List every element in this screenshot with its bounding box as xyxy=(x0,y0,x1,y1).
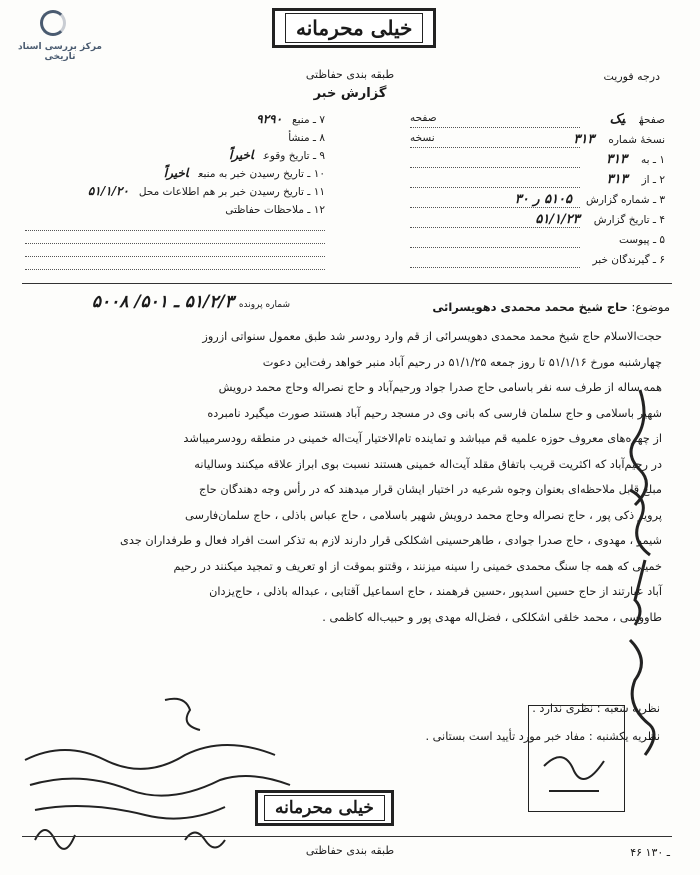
right-field-row xyxy=(410,132,665,147)
classification-label: طبقه بندی حفاظتی xyxy=(305,68,395,81)
right-field-row xyxy=(410,152,665,167)
field-dotted-line xyxy=(410,207,580,208)
body-text-line: شهیر باسلامی و حاج سلمان فارسی که بانی وی در مسجد رحیم آباد هستند صورت میگیرد نامبرده xyxy=(207,406,662,420)
field-dotted-line xyxy=(410,147,580,148)
right-field-row xyxy=(410,112,665,127)
right-field-label: ۶ ـ گیرندگان خبر xyxy=(592,254,665,266)
body-text-line: حجت‌الاسلام حاج شیخ محمد محمدی دهویسرائی از قم وارد رودسر شد طبق معمول سنواتی ازروز xyxy=(202,330,662,343)
bottom-stamp-text: خیلی محرمانه xyxy=(264,795,385,821)
subject-text: حاج شیخ محمد محمدی دهویسرائی xyxy=(432,300,628,314)
left-field-label: ۸ ـ منشأ xyxy=(288,132,325,144)
bottom-confidential-stamp xyxy=(255,790,394,826)
file-number-label: شماره پرونده xyxy=(238,300,290,310)
right-field-extra: نسخه xyxy=(410,132,435,144)
right-field-value: ۳۱۳ xyxy=(573,132,595,147)
right-field-value: ۳۱۳ xyxy=(606,172,628,187)
subject-line: موضوع: حاج شیخ محمد محمدی دهویسرائی xyxy=(432,300,670,314)
right-field-row xyxy=(410,252,665,267)
body-text-line: در رحیم‌آباد که اکثریت قریب باتفاق مقلد آیت‌اله خمینی هستند نسبت بوی ابراز علاقه میکنند وسالیانه xyxy=(194,457,662,471)
right-field-label: ۲ ـ از xyxy=(641,174,665,186)
body-text-line: طاووسی ، محمد خلقی اشکلکی ، فضل‌اله مهدی پور و حبیب‌اله کاظمی . xyxy=(322,610,662,624)
right-field-value: یک xyxy=(609,112,626,127)
right-field-label: صفحهٔ xyxy=(639,114,665,126)
blank-dotted-line xyxy=(25,256,325,257)
body-text-line: مبلغ قابل ملاحظه‌ای بعنوان وجوه شرعیه در اختیار ایشان قرار میدهند که در رأس وجه دهندگان حاج xyxy=(199,483,662,496)
left-field-row xyxy=(25,184,325,198)
right-field-value: ۳۱۳ xyxy=(606,152,628,167)
body-text-line: چهارشنبه مورخ ۵۱/۱/۱۶ تا روز جمعه ۵۱/۱/۲۵ در رحیم آباد منبر خواهد رفت‌این دعوت xyxy=(262,355,662,369)
right-field-row xyxy=(410,192,665,207)
left-field-value: اخیراً xyxy=(163,166,189,180)
right-field-row xyxy=(410,172,665,187)
field-dotted-line xyxy=(410,127,580,128)
field-dotted-line xyxy=(410,167,580,168)
right-field-value: ۵۱/۱/۲۳ xyxy=(535,212,580,227)
body-text-line: همه ساله از طرف سه نفر باسامی حاج صدرا جواد ورحیم‌آباد و حاج نصراله وحاج محمد درویش xyxy=(218,381,662,394)
signature-scribble-icon xyxy=(529,706,624,811)
field-dotted-line xyxy=(410,267,580,268)
left-fields-block xyxy=(25,112,325,282)
right-field-label: ۳ ـ شماره گزارش xyxy=(586,194,665,206)
right-field-row xyxy=(410,232,665,247)
right-field-label: ۴ ـ تاریخ گزارش xyxy=(593,214,665,226)
handwritten-margin-note xyxy=(15,690,305,865)
logo-text: مرکز بررسی اسناد تاریخی xyxy=(18,42,102,62)
right-field-label: ۵ ـ پیوست xyxy=(618,234,665,246)
body-text-line: شیمو ، مهدوی ، حاج صدرا جوادی ، طاهرحسینی اشکلکی قرار دارند لازم به تذکر است افراد فعال و طرفداران جدی xyxy=(120,534,662,547)
right-field-value: ۵۱۰۵ ر ۳۰ xyxy=(514,192,573,207)
footer-line xyxy=(22,836,672,837)
body-text-line: خمینی که همه جا سنگ محمدی خمینی را سینه میزنند ، وقتنو بموقت از او تعریف و تمجید میکنند در رحیم xyxy=(173,559,662,573)
signature-box xyxy=(528,705,625,812)
body-text-line: پرویز ذکی پور ، حاج نصراله وحاج محمد درویش شهیر باسلامی ، حاج عباس باذلی ، حاج سلمان‌فارسی xyxy=(185,508,662,522)
left-field-row xyxy=(25,130,325,144)
subject-label: موضوع xyxy=(635,300,670,314)
right-field-label: نسخهٔ شماره xyxy=(608,134,665,146)
field-dotted-line xyxy=(410,247,580,248)
left-field-label: ۷ ـ منبع xyxy=(292,114,325,126)
archive-logo-icon xyxy=(40,10,66,36)
report-title: گزارش خبر xyxy=(313,86,387,101)
left-field-label: ۹ ـ تاریخ وقوع xyxy=(263,150,325,162)
body-text-line: از چهره‌های معروف حوزه علمیه قم میباشد و تماینده تام‌الاختیار آیت‌اله خمینی در منطقه رودسرمیباشد xyxy=(183,432,662,445)
right-field-extra: صفحه xyxy=(410,112,437,124)
note-branch: نظریه شعبه : نظری ندارد . xyxy=(532,702,660,715)
field-dotted-line xyxy=(410,187,580,188)
left-field-value: ۹۲۹۰ xyxy=(256,112,283,126)
form-code: ۴۶ ـ ۱۳۰ xyxy=(630,846,670,859)
right-fields-block xyxy=(410,112,665,282)
priority-label: درجه فوریت xyxy=(603,70,660,83)
left-field-row xyxy=(25,166,325,180)
separator-line xyxy=(22,283,672,284)
left-field-row xyxy=(25,112,325,126)
left-field-row xyxy=(25,202,325,216)
left-field-value: اخیراً xyxy=(228,148,254,162)
right-field-label: ۱ ـ به xyxy=(641,154,665,166)
left-field-label: ۱۰ ـ تاریخ رسیدن خبر به منبع xyxy=(198,168,325,180)
file-number-value: ۵۱/۲/۳ ـ ۵۰۱/ ۵۰۰۸ xyxy=(91,292,234,312)
top-confidential-stamp xyxy=(272,8,436,48)
right-field-row xyxy=(410,212,665,227)
file-number xyxy=(60,292,290,312)
left-field-row xyxy=(25,148,325,162)
blank-dotted-line xyxy=(25,230,325,231)
blank-dotted-line xyxy=(25,269,325,270)
left-field-label: ۱۲ ـ ملاحظات حفاظتی xyxy=(225,204,325,216)
left-field-label: ۱۱ ـ تاریخ رسیدن خبر بر هم اطلاعات محل xyxy=(138,186,325,198)
blank-dotted-line xyxy=(25,243,325,244)
field-dotted-line xyxy=(410,227,580,228)
left-field-value: ۵۱/۱/۲۰ xyxy=(87,184,129,198)
footer-classification-label: طبقه بندی حفاظتی xyxy=(305,844,395,857)
top-stamp-text: خیلی محرمانه xyxy=(285,13,423,43)
note-sunday: نظریه یکشنبه : مفاد خبر مورد تأیید است بستانی . xyxy=(425,730,660,743)
handwritten-scribble-icon xyxy=(15,690,305,865)
body-text-line: آباد عبارتند از حاج حسین اسدپور ،حسین فرهمند ، حاج اسماعیل آقتابی ، عبداله باذلی ، حاج‌یزدان xyxy=(209,585,662,598)
